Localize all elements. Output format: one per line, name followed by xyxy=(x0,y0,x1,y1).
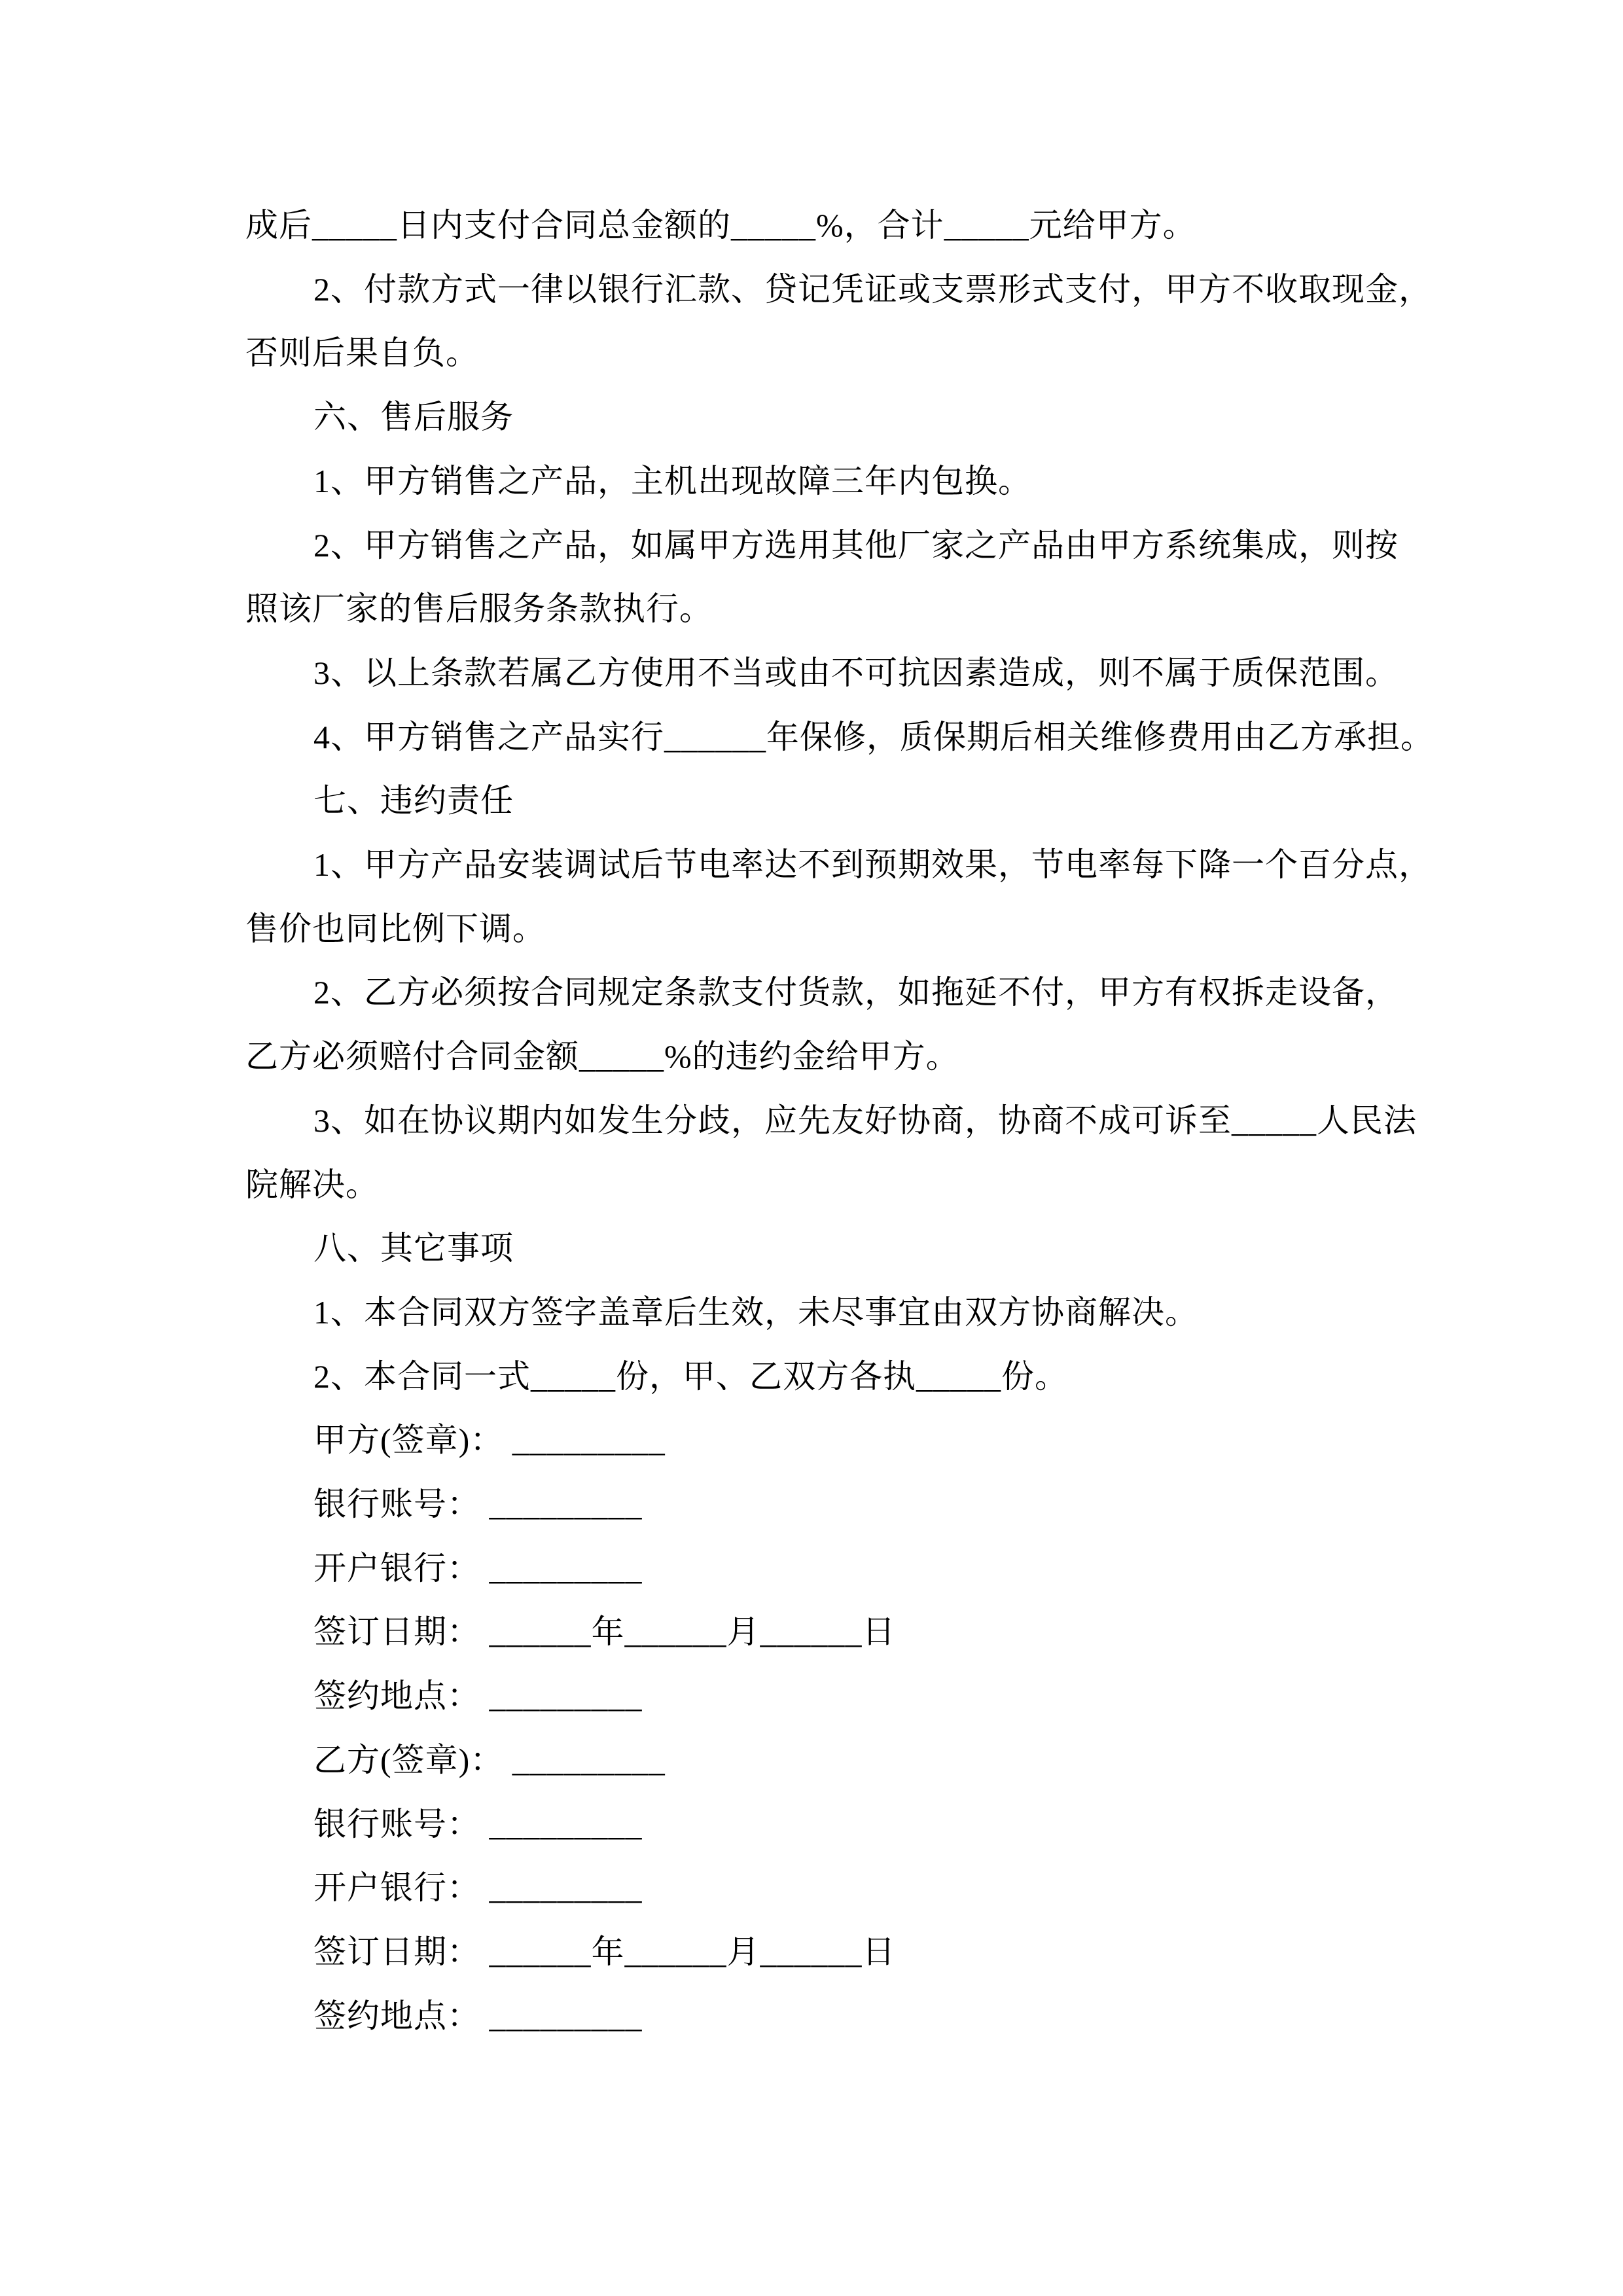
contract-line-27: 开户银行： _________ xyxy=(313,1869,643,1907)
contract-body xyxy=(245,194,1434,2048)
contract-line-22: 开户银行： _________ xyxy=(313,1549,643,1587)
contract-line-25: 乙方(签章)： _________ xyxy=(313,1741,666,1778)
contract-line-2: 2、付款方式一律以银行汇款、贷记凭证或支票形式支付，甲方不收取现金， xyxy=(313,270,1432,308)
contract-line-7: 照该厂家的售后服务条款执行。 xyxy=(245,590,713,628)
contract-line-14: 乙方必须赔付合同金额_____%的违约金给甲方。 xyxy=(245,1038,959,1075)
contract-line-26: 银行账号： _________ xyxy=(313,1805,643,1842)
contract-line-20: 甲方(签章)： _________ xyxy=(313,1422,666,1459)
contract-line-6: 2、甲方销售之产品，如属甲方选用其他厂家之产品由甲方系统集成，则按 xyxy=(313,526,1399,564)
contract-line-18: 1、本合同双方签字盖章后生效，未尽事宜由双方协商解决。 xyxy=(313,1293,1198,1331)
contract-line-23: 签订日期： ______年______月______日 xyxy=(313,1613,896,1651)
contract-line-29: 签约地点： _________ xyxy=(313,1997,643,2034)
contract-line-17: 八、其它事项 xyxy=(313,1230,514,1267)
contract-line-28: 签订日期： ______年______月______日 xyxy=(313,1933,896,1970)
contract-line-8: 3、以上条款若属乙方使用不当或由不可抗因素造成，则不属于质保范围。 xyxy=(313,654,1399,691)
contract-line-4: 六、售后服务 xyxy=(313,399,514,436)
contract-line-13: 2、乙方必须按合同规定条款支付货款，如拖延不付，甲方有权拆走设备， xyxy=(313,974,1399,1011)
contract-line-15: 3、如在协议期内如发生分歧，应先友好协商，协商不成可诉至_____人民法 xyxy=(313,1102,1417,1139)
contract-line-1: 成后_____日内支付合同总金额的_____%，合计_____元给甲方。 xyxy=(245,207,1196,243)
contract-line-12: 售价也同比例下调。 xyxy=(245,910,546,947)
contract-line-5: 1、甲方销售之产品，主机出现故障三年内包换。 xyxy=(313,462,1031,499)
contract-line-11: 1、甲方产品安装调试后节电率达不到预期效果，节电率每下降一个百分点， xyxy=(313,846,1432,884)
contract-line-16: 院解决。 xyxy=(245,1166,379,1203)
contract-line-24: 签约地点： _________ xyxy=(313,1677,643,1715)
contract-line-21: 银行账号： _________ xyxy=(313,1486,643,1523)
contract-line-10: 七、违约责任 xyxy=(313,782,514,819)
contract-line-9: 4、甲方销售之产品实行______年保修，质保期后相关维修费用由乙方承担。 xyxy=(313,718,1434,755)
contract-line-19: 2、本合同一式_____份，甲、乙双方各执_____份。 xyxy=(313,1357,1068,1395)
contract-line-3: 否则后果自负。 xyxy=(245,334,479,372)
